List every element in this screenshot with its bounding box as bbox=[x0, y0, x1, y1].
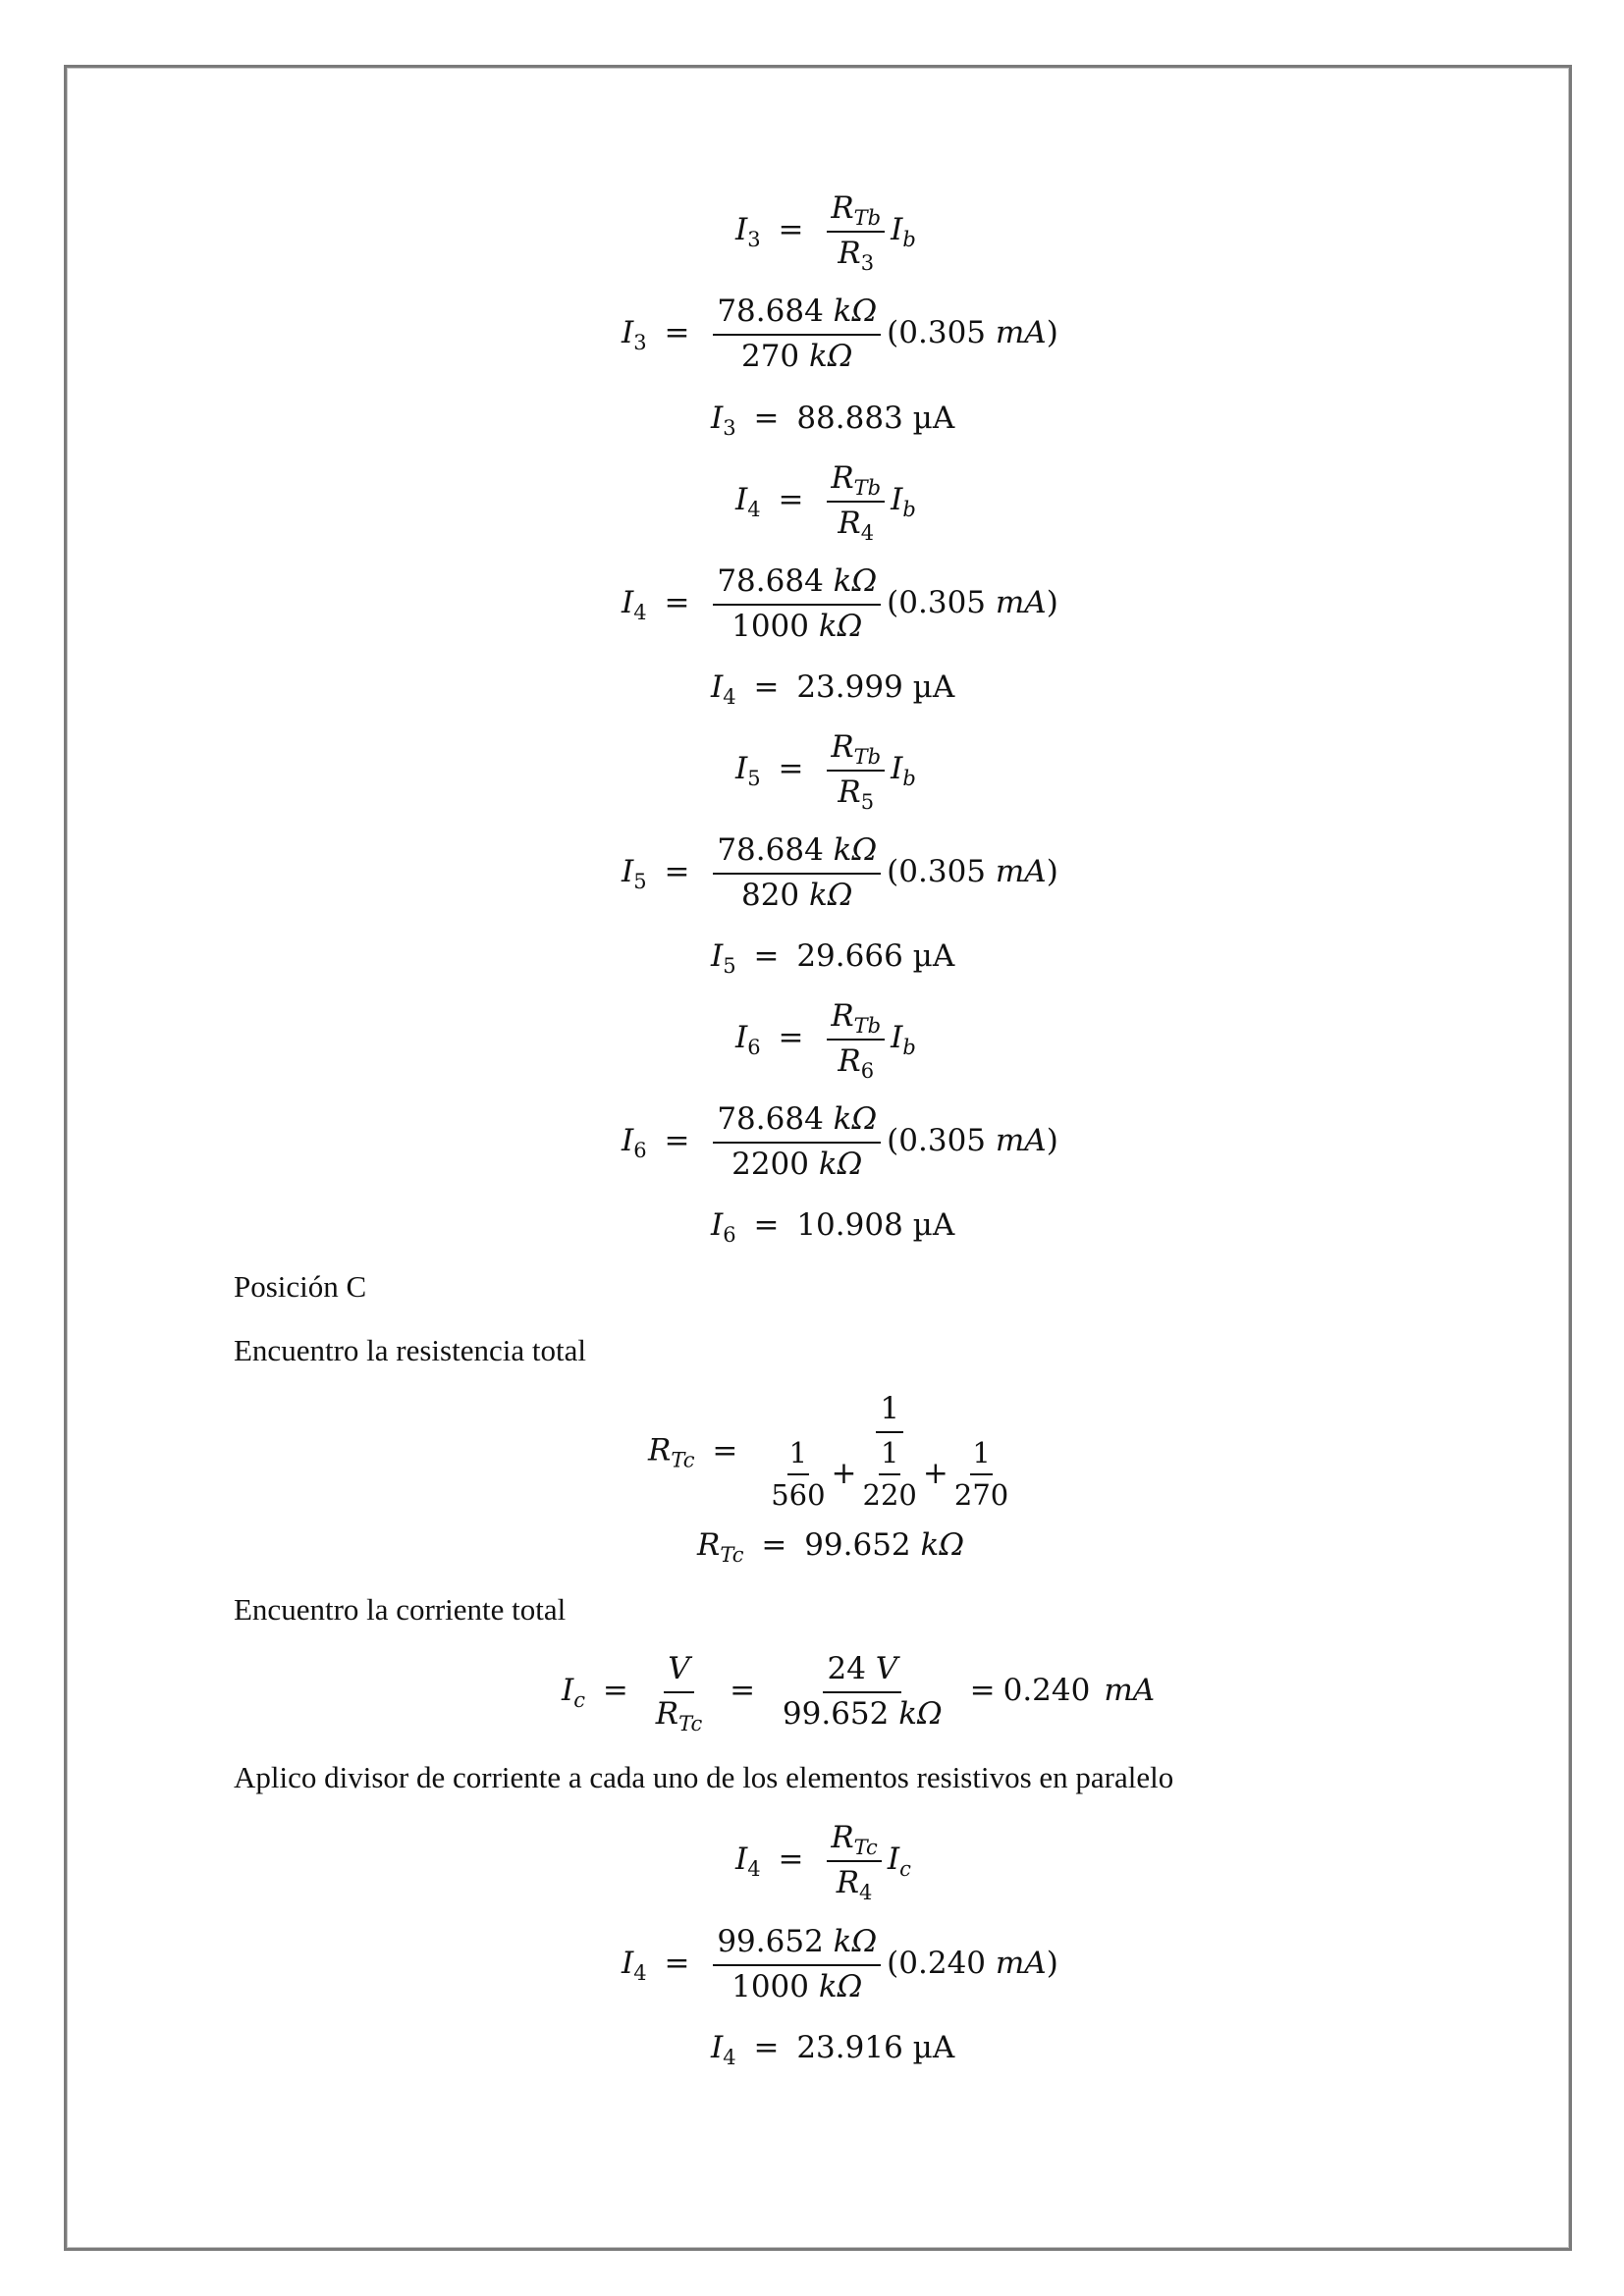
var: I bbox=[562, 1673, 574, 1709]
result-value: 99.652 bbox=[804, 1527, 911, 1563]
subscript: c bbox=[573, 1688, 586, 1713]
formula-i6-substituted bbox=[622, 1102, 1058, 1182]
fraction bbox=[769, 1437, 827, 1513]
equals: = bbox=[602, 1673, 628, 1709]
current-value: 0.305 bbox=[898, 854, 987, 890]
fraction bbox=[827, 460, 885, 545]
var: I bbox=[711, 400, 724, 436]
equals: = bbox=[664, 854, 690, 890]
numerator-value: 78.684 bbox=[717, 294, 824, 329]
var: R bbox=[831, 190, 854, 226]
one: 1 bbox=[879, 1437, 900, 1475]
resistor-value: 220 bbox=[862, 1477, 917, 1512]
subscript: 6 bbox=[633, 1139, 647, 1163]
unit: µA bbox=[912, 1207, 955, 1243]
result-value: 0.240 bbox=[1002, 1673, 1091, 1709]
unit: mA bbox=[995, 1123, 1047, 1159]
section-heading: Posición C bbox=[234, 1269, 367, 1304]
unit: kΩ bbox=[833, 832, 878, 868]
unit: µA bbox=[912, 2030, 955, 2065]
denominator-value: 820 bbox=[740, 877, 800, 913]
result-value: 29.666 bbox=[796, 938, 903, 974]
formula-i3-substituted bbox=[622, 294, 1058, 374]
fraction bbox=[827, 998, 885, 1083]
plus: + bbox=[831, 1455, 857, 1491]
unit: kΩ bbox=[833, 1924, 878, 1959]
unit: V bbox=[875, 1651, 898, 1686]
fraction bbox=[713, 294, 881, 374]
var: I bbox=[735, 482, 748, 518]
equals: = bbox=[778, 1842, 804, 1878]
one: 1 bbox=[970, 1437, 992, 1475]
numerator-value: 1 bbox=[880, 1391, 900, 1426]
equals: = bbox=[778, 751, 804, 787]
subscript: b bbox=[902, 228, 916, 252]
var: I bbox=[711, 669, 724, 705]
result-value: 23.999 bbox=[796, 669, 903, 705]
var: R bbox=[655, 1695, 679, 1732]
equals: = bbox=[753, 669, 780, 705]
var: I bbox=[711, 1207, 724, 1243]
unit: kΩ bbox=[898, 1695, 943, 1732]
subscript: 4 bbox=[723, 685, 736, 709]
var: V bbox=[668, 1651, 690, 1686]
numerator-value: 78.684 bbox=[717, 832, 824, 868]
subscript: 5 bbox=[860, 789, 875, 814]
denominator-value: 2200 bbox=[731, 1146, 810, 1182]
var: I bbox=[622, 1946, 634, 1982]
var: I bbox=[735, 751, 748, 787]
equals: = bbox=[753, 1207, 780, 1243]
var: I bbox=[735, 212, 748, 248]
formula-i3 bbox=[735, 190, 916, 275]
paragraph-current-divider: Aplico divisor de corriente a cada uno de los elementos resistivos en paralelo bbox=[234, 1760, 1174, 1794]
current-value: 0.305 bbox=[898, 1123, 987, 1159]
equals: = bbox=[778, 1020, 804, 1056]
unit: kΩ bbox=[809, 877, 853, 913]
current-value: 0.240 bbox=[898, 1946, 987, 1982]
result-value: 10.908 bbox=[796, 1207, 903, 1243]
var: I bbox=[711, 2030, 724, 2065]
formula-rtc bbox=[648, 1392, 1024, 1512]
subscript: Tb bbox=[853, 745, 882, 769]
unit: mA bbox=[995, 315, 1047, 351]
subscript: c bbox=[899, 1857, 911, 1882]
unit: kΩ bbox=[818, 608, 863, 644]
subscript: 5 bbox=[747, 767, 761, 791]
fraction bbox=[713, 1102, 881, 1182]
subscript: Tc bbox=[678, 1711, 703, 1735]
unit: kΩ bbox=[833, 294, 878, 329]
var: R bbox=[831, 729, 854, 765]
numerator-value: 78.684 bbox=[717, 563, 824, 599]
fraction bbox=[713, 833, 881, 913]
subscript: Tb bbox=[853, 206, 882, 230]
subscript: 6 bbox=[860, 1058, 875, 1083]
equals: = bbox=[753, 938, 780, 974]
subscript: 4 bbox=[633, 1961, 647, 1986]
fraction bbox=[713, 1925, 881, 2004]
formula-i5 bbox=[735, 729, 916, 814]
resistor-value: 270 bbox=[953, 1477, 1009, 1512]
unit: kΩ bbox=[833, 563, 878, 599]
fraction bbox=[761, 1392, 1018, 1512]
denominator-value: 99.652 bbox=[782, 1695, 890, 1732]
subscript: b bbox=[902, 498, 916, 522]
var: I bbox=[891, 1020, 903, 1056]
denominator-value: 1000 bbox=[731, 1968, 810, 2004]
formula-i5-substituted bbox=[622, 833, 1058, 913]
unit: mA bbox=[995, 854, 1047, 890]
unit: µA bbox=[912, 669, 955, 705]
formula-i4 bbox=[735, 460, 916, 545]
subscript: 3 bbox=[860, 250, 875, 275]
fraction bbox=[713, 564, 881, 644]
unit: kΩ bbox=[818, 1968, 863, 2004]
fraction bbox=[652, 1651, 706, 1735]
subscript: Tc bbox=[853, 1836, 878, 1859]
unit: kΩ bbox=[833, 1101, 878, 1137]
formula-ic bbox=[562, 1651, 1156, 1735]
paren: ) bbox=[1046, 1946, 1058, 1982]
result-i3 bbox=[711, 400, 955, 440]
fraction bbox=[952, 1437, 1010, 1513]
paragraph-total-current: Encuentro la corriente total bbox=[234, 1592, 567, 1627]
subscript: 5 bbox=[723, 954, 736, 978]
subscript: 3 bbox=[633, 331, 647, 355]
var: I bbox=[891, 751, 903, 787]
paren: ( bbox=[887, 1123, 899, 1159]
var: R bbox=[648, 1432, 672, 1468]
unit: mA bbox=[995, 585, 1047, 621]
paren: ) bbox=[1046, 1123, 1058, 1159]
denominator-value: 1000 bbox=[731, 608, 810, 644]
subscript: 4 bbox=[723, 2046, 736, 2069]
equals: = bbox=[969, 1673, 996, 1709]
subscript: 4 bbox=[860, 520, 875, 545]
subscript: 4 bbox=[747, 1857, 761, 1882]
subscript: Tb bbox=[853, 1014, 882, 1038]
var: I bbox=[735, 1842, 748, 1878]
subscript: 5 bbox=[633, 870, 647, 894]
unit: mA bbox=[1104, 1673, 1156, 1709]
result-value: 23.916 bbox=[796, 2030, 903, 2065]
unit: µA bbox=[912, 938, 955, 974]
var: I bbox=[887, 1842, 900, 1878]
result-rtc bbox=[697, 1527, 965, 1567]
var: R bbox=[831, 460, 854, 496]
paren: ) bbox=[1046, 315, 1058, 351]
equals: = bbox=[778, 212, 804, 248]
fraction bbox=[861, 1437, 919, 1513]
unit: kΩ bbox=[809, 338, 853, 374]
unit: mA bbox=[995, 1946, 1047, 1982]
subscript: Tc bbox=[671, 1448, 695, 1472]
equals: = bbox=[664, 1946, 690, 1982]
var: I bbox=[622, 315, 634, 351]
fraction bbox=[827, 190, 885, 275]
formula-c-i4-substituted bbox=[622, 1925, 1058, 2004]
subscript: b bbox=[902, 767, 916, 791]
equals: = bbox=[761, 1527, 787, 1563]
var: R bbox=[838, 774, 861, 810]
var: R bbox=[838, 1042, 861, 1079]
numerator-value: 99.652 bbox=[717, 1924, 824, 1959]
equals: = bbox=[712, 1432, 738, 1468]
subscript: 3 bbox=[747, 228, 761, 252]
var: R bbox=[831, 998, 854, 1034]
var: R bbox=[836, 1864, 860, 1900]
fraction bbox=[779, 1652, 947, 1732]
equals: = bbox=[778, 482, 804, 518]
paren: ) bbox=[1046, 585, 1058, 621]
subscript: b bbox=[902, 1036, 916, 1060]
fraction bbox=[827, 729, 885, 814]
var: R bbox=[831, 1820, 854, 1855]
current-value: 0.305 bbox=[898, 315, 987, 351]
paren: ( bbox=[887, 1946, 899, 1982]
var: R bbox=[697, 1527, 721, 1563]
var: I bbox=[622, 585, 634, 621]
paragraph-total-resistance: Encuentro la resistencia total bbox=[234, 1333, 586, 1367]
equals: = bbox=[753, 400, 780, 436]
unit: kΩ bbox=[818, 1146, 863, 1182]
subscript: 4 bbox=[747, 498, 761, 522]
var: I bbox=[891, 482, 903, 518]
paren: ( bbox=[887, 585, 899, 621]
formula-i6 bbox=[735, 998, 916, 1083]
subscript: Tb bbox=[853, 476, 882, 500]
paren: ( bbox=[887, 315, 899, 351]
var: I bbox=[891, 212, 903, 248]
result-i6 bbox=[711, 1207, 955, 1247]
equals: = bbox=[664, 315, 690, 351]
formula-i4-substituted bbox=[622, 564, 1058, 644]
subscript: 4 bbox=[633, 601, 647, 625]
subscript: 3 bbox=[723, 416, 736, 440]
plus: + bbox=[922, 1455, 948, 1491]
fraction bbox=[827, 1820, 881, 1904]
subscript: Tc bbox=[720, 1543, 744, 1567]
equals: = bbox=[664, 585, 690, 621]
paren: ) bbox=[1046, 854, 1058, 890]
result-i5 bbox=[711, 938, 955, 978]
subscript: 6 bbox=[723, 1223, 736, 1247]
equals: = bbox=[753, 2030, 780, 2065]
numerator-value: 78.684 bbox=[717, 1101, 824, 1137]
var: I bbox=[711, 938, 724, 974]
voltage-value: 24 bbox=[827, 1651, 866, 1686]
unit: µA bbox=[912, 400, 955, 436]
equals: = bbox=[730, 1673, 756, 1709]
var: I bbox=[622, 1123, 634, 1159]
var: R bbox=[838, 235, 861, 271]
resistor-value: 560 bbox=[771, 1477, 826, 1512]
paren: ( bbox=[887, 854, 899, 890]
formula-c-i4 bbox=[735, 1820, 911, 1904]
result-value: 88.883 bbox=[796, 400, 903, 436]
var: R bbox=[838, 505, 861, 541]
equals: = bbox=[664, 1123, 690, 1159]
var: I bbox=[735, 1020, 748, 1056]
result-i4 bbox=[711, 669, 955, 709]
current-value: 0.305 bbox=[898, 585, 987, 621]
unit: kΩ bbox=[920, 1527, 965, 1563]
subscript: 4 bbox=[859, 1880, 873, 1904]
denominator-value: 270 bbox=[740, 338, 800, 374]
one: 1 bbox=[787, 1437, 809, 1475]
var: I bbox=[622, 854, 634, 890]
result-c-i4 bbox=[711, 2030, 955, 2069]
subscript: 6 bbox=[747, 1036, 761, 1060]
